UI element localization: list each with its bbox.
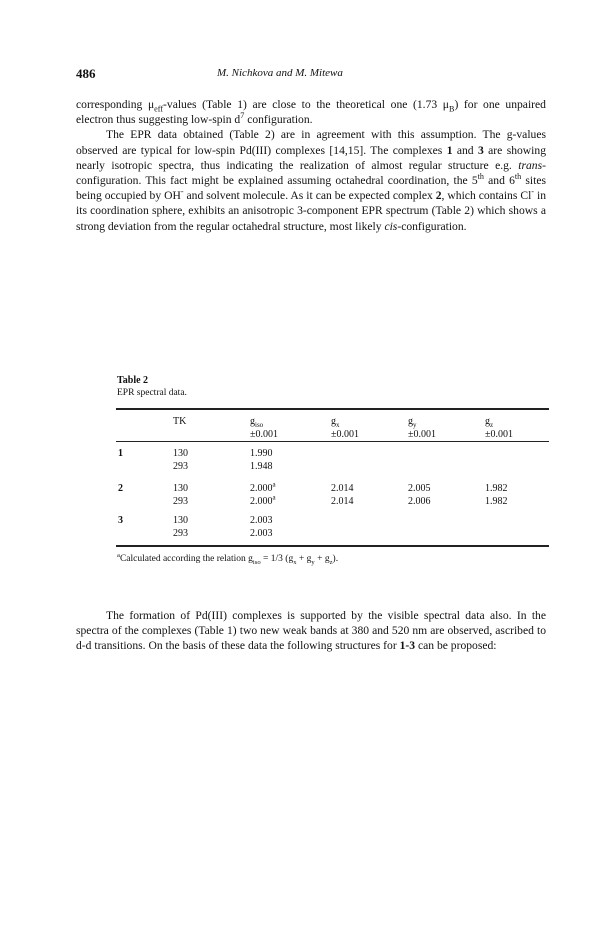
table-header-rule [116, 441, 549, 442]
paragraph-2: The formation of Pd(III) complexes is supported by the visible spectral data also. In the spectra of the complexes (Table 1) two new weak bands at 380 and 520 nm are observed, ascribed to d-d transitions. On the basis of these data the following structures for 1-3 can be proposed: [76, 609, 546, 653]
col-header-gz-tol: ±0.001 [485, 429, 513, 440]
complex-3-giso2: 2.003 [250, 528, 273, 539]
col-header-gz: $g_z$ [485, 416, 494, 429]
complex-3-giso1: 2.003 [250, 515, 273, 526]
complex-3-label: 3 [118, 515, 123, 526]
col-header-giso: $g_{iso}$ [250, 416, 264, 429]
complex-2-gz2: 1.982 [485, 496, 508, 507]
complex-1-label: 1 [118, 448, 123, 459]
table-bottom-rule [116, 545, 549, 547]
table-label: Table 2 [117, 375, 149, 386]
col-header-gx: $g_x$ [331, 416, 340, 429]
col-header-gy: $g_y$ [408, 416, 417, 429]
table-caption [117, 375, 187, 399]
complex-3-t2: 293 [173, 528, 188, 539]
complex-1-t2: 293 [173, 461, 188, 472]
complex-2-gy2: 2.006 [408, 496, 431, 507]
col-header-gy-tol: ±0.001 [408, 429, 436, 440]
complex-1-t1: 130 [173, 448, 188, 459]
col-header-giso-tol: ±0.001 [250, 429, 278, 440]
complex-2-giso2: 2.000$^a$ [250, 493, 276, 507]
complex-2-t1: 130 [173, 483, 188, 494]
complex-2-giso1: 2.000$^a$ [250, 480, 276, 494]
complex-2-label: 2 [118, 483, 123, 494]
page-header [76, 66, 546, 84]
col-header-gx-tol: ±0.001 [331, 429, 359, 440]
complex-2-gz1: 1.982 [485, 483, 508, 494]
page-number: 486 [76, 66, 96, 81]
complex-1-giso2: 1.948 [250, 461, 273, 472]
paragraph-1: corresponding $\mu_{eff}$-values (Table 1) are close to the theoretical one (1.73 $\mu_B$) for one unpaired electron thus suggesting low-spin $d^7$ configuration. The EPR data obtained (Table 2) are in agreement with this assumption. The g-values observed are typical for low-spin Pd(III) complexes [14,15]. The complexes 1 and 3 are showing nearly isotropic spectra, thus indicating the realization of almost regular structure e.g. trans-configuration. This fact might be explained assuming octahedral coordination, the 5th and 6th sites being occupied by OH- and solvent molecule. As it can be expected complex 2, which contains Cl- in its coordination sphere, exhibits an anisotropic 3-component EPR spectrum (Table 2) which shows a strong deviation from the regular octahedral structure, most likely cis-configuration. [76, 98, 546, 233]
table-footnote: $^a$Calculated according the relation $g_{iso} = 1/3$ $(g_x + g_y + g_z)$. [117, 551, 339, 566]
table-title: EPR spectral data. [117, 388, 187, 398]
complex-2-gy1: 2.005 [408, 483, 431, 494]
complex-2-gx2: 2.014 [331, 496, 354, 507]
running-title: M. Nichkova and M. Mitewa [217, 67, 343, 79]
complex-2-gx1: 2.014 [331, 483, 354, 494]
complex-2-t2: 293 [173, 496, 188, 507]
complex-3-t1: 130 [173, 515, 188, 526]
table-top-rule [116, 408, 549, 410]
complex-1-giso1: 1.990 [250, 448, 273, 459]
col-header-tk: TK [173, 416, 187, 427]
